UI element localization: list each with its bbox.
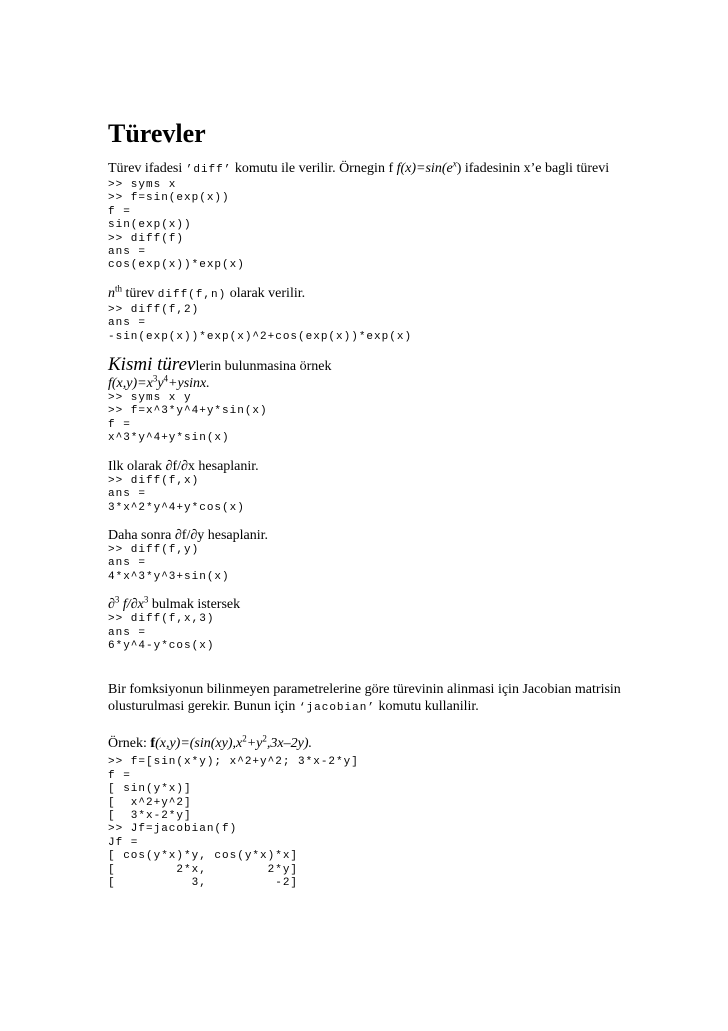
code-line: >> diff(f) <box>108 232 185 245</box>
step1-text: Ilk olarak ∂f/∂x hesaplanir. <box>108 458 259 474</box>
page-title: Türevler <box>108 119 206 148</box>
code-line: >> diff(f,x,3) <box>108 613 215 626</box>
ornek-e2: 2 <box>262 733 267 744</box>
kismi-rest: lerin bulunmasina örnek <box>195 359 332 375</box>
code-line: [ cos(y*x)*y, cos(y*x)*x] <box>108 850 299 863</box>
code-line: >> syms x <box>108 179 177 191</box>
ornek-e1: 2 <box>242 733 247 744</box>
jacobian-line1: Bir fomksiyonun bilinmeyen parametrelerine göre türevinin alinmasi için Jacobian matrisin <box>108 682 621 698</box>
code-line: f = <box>108 205 131 218</box>
func-e1: 3 <box>152 373 158 384</box>
nth-text-a: türev <box>125 285 155 301</box>
ornek-c: (x,y)=(sin(xy),x <box>155 736 243 752</box>
jacobian-line2a: olusturulmasi gerekir. Bunun için <box>108 699 296 715</box>
step3-b: f/∂x <box>119 597 144 613</box>
nth-text <box>108 285 668 304</box>
code-line: cos(exp(x))*exp(x) <box>108 259 245 272</box>
code-line: 6*y^4-y*cos(x) <box>108 639 215 652</box>
step3-text <box>108 596 668 613</box>
code-line: >> f=x^3*y^4+y*sin(x) <box>108 405 268 418</box>
code-line: ans = <box>108 317 147 330</box>
ornek-e: ,3x–2y). <box>266 736 312 752</box>
step3-e1: 3 <box>114 594 120 605</box>
code-line: >> diff(f,x) <box>108 474 200 487</box>
inline-code-jacobian: ‘jacobian’ <box>298 702 375 715</box>
code-line: [ 3*x-2*y] <box>108 809 192 822</box>
code-line: [ sin(y*x)] <box>108 783 192 796</box>
code-line: x^3*y^4+y*sin(x) <box>108 432 230 445</box>
nth-text-b: olarak verilir. <box>229 285 306 301</box>
intro-exponent: x <box>452 158 457 169</box>
code-line: >> diff(f,2) <box>108 303 200 316</box>
code-line: f = <box>108 418 131 431</box>
step3-a: ∂ <box>108 597 115 613</box>
code-block-6 <box>108 613 668 653</box>
kismi-heading <box>108 356 668 375</box>
code-line: -sin(exp(x))*exp(x)^2+cos(exp(x))*exp(x) <box>108 330 413 343</box>
ornek-b: f <box>150 736 156 752</box>
code-line: 4*x^3*y^3+sin(x) <box>108 570 230 583</box>
jacobian-line2 <box>108 698 668 717</box>
intro-formula: f(x)=sin(e <box>396 161 453 176</box>
code-line: [ 3, -2] <box>108 877 299 889</box>
code-block-7 <box>108 756 668 890</box>
intro-text-b: komutu ile verilir. Örnegin f <box>234 161 394 176</box>
code-line: >> Jf=jacobian(f) <box>108 823 238 836</box>
ornek-d: +y <box>246 736 263 752</box>
intro-text <box>108 160 668 179</box>
code-line: Jf = <box>108 836 139 849</box>
code-block-1 <box>108 179 668 273</box>
code-line: 3*x^2*y^4+y*cos(x) <box>108 501 245 514</box>
step3-e2: 3 <box>143 594 149 605</box>
code-line: [ 2*x, 2*y] <box>108 863 299 876</box>
code-line: >> syms x y <box>108 392 192 405</box>
code-block-3 <box>108 392 668 446</box>
func-b: y <box>157 376 164 392</box>
step2-text: Daha sonra ∂f/∂y hesaplanir. <box>108 527 269 543</box>
ornek-a: Örnek: <box>108 736 151 752</box>
inline-code-diff-n: diff(f,n) <box>157 288 227 301</box>
func-a: f(x,y)=x <box>108 376 153 392</box>
code-line: ans = <box>108 488 147 501</box>
function-def <box>108 375 668 392</box>
code-line: f = <box>108 769 131 782</box>
code-line: >> diff(f,y) <box>108 543 200 556</box>
code-line: >> f=sin(exp(x)) <box>108 192 230 205</box>
intro-text-a: Türev ifadesi <box>108 161 183 176</box>
step3-c: bulmak istersek <box>148 597 241 613</box>
code-line: [ x^2+y^2] <box>108 796 192 809</box>
code-block-2 <box>108 304 668 344</box>
code-line: ans = <box>108 626 147 639</box>
code-block-4 <box>108 475 668 515</box>
nth-n: n <box>108 285 115 301</box>
code-line: >> f=[sin(x*y); x^2+y^2; 3*x-2*y] <box>108 756 359 769</box>
kismi-big: Kismi türev <box>108 354 196 376</box>
inline-code-diff: ’diff’ <box>185 164 232 176</box>
code-block-5 <box>108 544 668 584</box>
func-e2: 4 <box>163 373 169 384</box>
jacobian-line2b: komutu kullanilir. <box>378 699 479 715</box>
code-line: sin(exp(x)) <box>108 219 192 232</box>
func-c: +ysinx. <box>168 376 210 392</box>
code-line: ans = <box>108 557 147 570</box>
nth-sup: th <box>115 283 123 294</box>
code-line: ans = <box>108 246 147 259</box>
document-page <box>108 118 668 890</box>
intro-text-c: ) ifadesinin x’e bagli türevi <box>456 161 610 176</box>
ornek-text <box>108 735 668 752</box>
